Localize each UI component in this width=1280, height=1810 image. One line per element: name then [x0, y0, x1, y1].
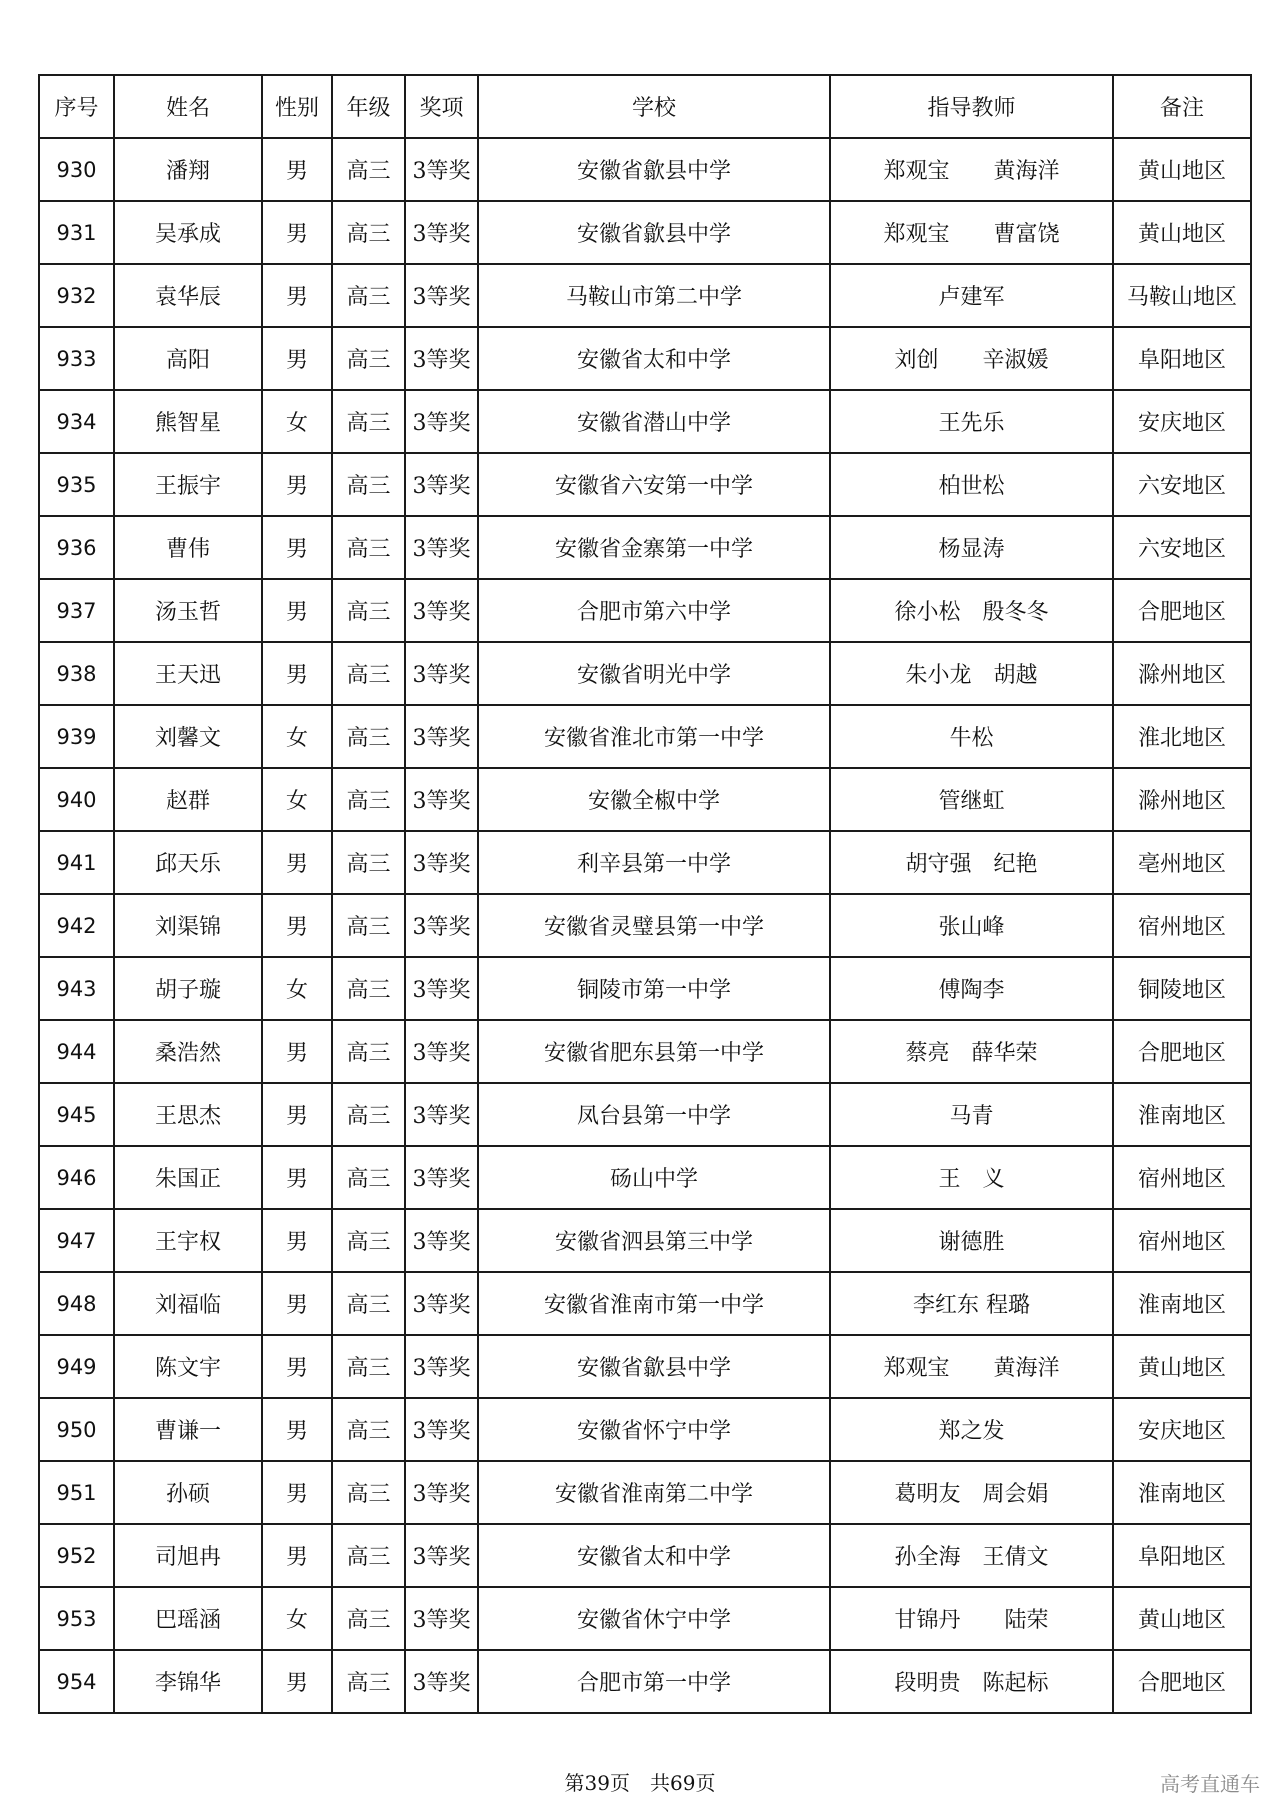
table-row: [39, 453, 1251, 516]
cell-school: 安徽省太和中学: [478, 327, 830, 390]
cell-teachers: 蔡亮 薛华荣: [830, 1020, 1113, 1083]
cell-index: 952: [39, 1524, 114, 1587]
cell-remarks: 安庆地区: [1113, 390, 1251, 453]
cell-award: 3等奖: [405, 516, 478, 579]
cell-gender: 女: [262, 1587, 332, 1650]
cell-gender: 男: [262, 1146, 332, 1209]
cell-index: 950: [39, 1398, 114, 1461]
cell-school: 安徽省歙县中学: [478, 1335, 830, 1398]
cell-name: 刘渠锦: [114, 894, 262, 957]
cell-index: 943: [39, 957, 114, 1020]
cell-teachers: 朱小龙 胡越: [830, 642, 1113, 705]
cell-name: 袁华辰: [114, 264, 262, 327]
cell-name: 王振宇: [114, 453, 262, 516]
cell-name: 刘馨文: [114, 705, 262, 768]
cell-teachers: 王 义: [830, 1146, 1113, 1209]
cell-award: 3等奖: [405, 894, 478, 957]
table-row: [39, 138, 1251, 201]
cell-remarks: 黄山地区: [1113, 138, 1251, 201]
cell-teachers: 郑观宝 黄海洋: [830, 1335, 1113, 1398]
cell-index: 949: [39, 1335, 114, 1398]
cell-award: 3等奖: [405, 201, 478, 264]
cell-award: 3等奖: [405, 1020, 478, 1083]
cell-name: 曹谦一: [114, 1398, 262, 1461]
cell-name: 吴承成: [114, 201, 262, 264]
cell-teachers: 王先乐: [830, 390, 1113, 453]
cell-name: 潘翔: [114, 138, 262, 201]
table-row: [39, 768, 1251, 831]
cell-index: 939: [39, 705, 114, 768]
cell-teachers: 胡守强 纪艳: [830, 831, 1113, 894]
cell-school: 安徽省潜山中学: [478, 390, 830, 453]
cell-remarks: 淮南地区: [1113, 1272, 1251, 1335]
table-row: [39, 831, 1251, 894]
cell-gender: 男: [262, 201, 332, 264]
table-row: [39, 1209, 1251, 1272]
cell-index: 946: [39, 1146, 114, 1209]
cell-grade: 高三: [332, 201, 405, 264]
cell-school: 安徽全椒中学: [478, 768, 830, 831]
cell-gender: 男: [262, 1398, 332, 1461]
cell-remarks: 安庆地区: [1113, 1398, 1251, 1461]
cell-remarks: 宿州地区: [1113, 894, 1251, 957]
cell-name: 巴瑶涵: [114, 1587, 262, 1650]
cell-index: 935: [39, 453, 114, 516]
table-row: [39, 390, 1251, 453]
cell-gender: 男: [262, 831, 332, 894]
cell-name: 王思杰: [114, 1083, 262, 1146]
cell-award: 3等奖: [405, 138, 478, 201]
cell-gender: 男: [262, 1020, 332, 1083]
cell-index: 942: [39, 894, 114, 957]
col-header-index: 序号: [39, 75, 114, 138]
cell-remarks: 六安地区: [1113, 453, 1251, 516]
cell-teachers: 徐小松 殷冬冬: [830, 579, 1113, 642]
cell-school: 安徽省肥东县第一中学: [478, 1020, 830, 1083]
table-row: [39, 894, 1251, 957]
cell-school: 安徽省歙县中学: [478, 138, 830, 201]
cell-grade: 高三: [332, 1272, 405, 1335]
cell-gender: 男: [262, 264, 332, 327]
col-header-award: 奖项: [405, 75, 478, 138]
cell-name: 王宇权: [114, 1209, 262, 1272]
cell-remarks: 黄山地区: [1113, 1335, 1251, 1398]
cell-teachers: 柏世松: [830, 453, 1113, 516]
cell-award: 3等奖: [405, 579, 478, 642]
table-body: [39, 138, 1251, 1713]
cell-index: 934: [39, 390, 114, 453]
cell-teachers: 段明贵 陈起标: [830, 1650, 1113, 1713]
cell-index: 932: [39, 264, 114, 327]
cell-grade: 高三: [332, 516, 405, 579]
cell-grade: 高三: [332, 390, 405, 453]
cell-gender: 男: [262, 138, 332, 201]
cell-school: 安徽省淮南市第一中学: [478, 1272, 830, 1335]
cell-school: 安徽省六安第一中学: [478, 453, 830, 516]
cell-name: 高阳: [114, 327, 262, 390]
table-row: [39, 642, 1251, 705]
cell-remarks: 阜阳地区: [1113, 327, 1251, 390]
col-header-school: 学校: [478, 75, 830, 138]
cell-index: 954: [39, 1650, 114, 1713]
cell-gender: 男: [262, 453, 332, 516]
cell-teachers: 马青: [830, 1083, 1113, 1146]
cell-index: 940: [39, 768, 114, 831]
table-row: [39, 1335, 1251, 1398]
table-row: [39, 957, 1251, 1020]
cell-award: 3等奖: [405, 1650, 478, 1713]
cell-remarks: 滁州地区: [1113, 768, 1251, 831]
cell-remarks: 亳州地区: [1113, 831, 1251, 894]
cell-remarks: 宿州地区: [1113, 1146, 1251, 1209]
cell-name: 陈文宇: [114, 1335, 262, 1398]
cell-name: 朱国正: [114, 1146, 262, 1209]
cell-award: 3等奖: [405, 264, 478, 327]
cell-remarks: 马鞍山地区: [1113, 264, 1251, 327]
cell-gender: 女: [262, 768, 332, 831]
cell-gender: 男: [262, 1650, 332, 1713]
cell-grade: 高三: [332, 1335, 405, 1398]
cell-gender: 男: [262, 642, 332, 705]
cell-teachers: 郑之发: [830, 1398, 1113, 1461]
cell-name: 李锦华: [114, 1650, 262, 1713]
cell-school: 安徽省灵璧县第一中学: [478, 894, 830, 957]
cell-award: 3等奖: [405, 1146, 478, 1209]
cell-remarks: 宿州地区: [1113, 1209, 1251, 1272]
table-row: [39, 327, 1251, 390]
table-row: [39, 201, 1251, 264]
cell-name: 曹伟: [114, 516, 262, 579]
cell-award: 3等奖: [405, 768, 478, 831]
table-row: [39, 1146, 1251, 1209]
cell-index: 933: [39, 327, 114, 390]
table-row: [39, 1272, 1251, 1335]
cell-teachers: 牛松: [830, 705, 1113, 768]
table-row: [39, 1524, 1251, 1587]
cell-gender: 男: [262, 579, 332, 642]
cell-grade: 高三: [332, 894, 405, 957]
cell-grade: 高三: [332, 138, 405, 201]
cell-remarks: 合肥地区: [1113, 1020, 1251, 1083]
cell-gender: 男: [262, 516, 332, 579]
cell-school: 安徽省歙县中学: [478, 201, 830, 264]
table-row: [39, 1083, 1251, 1146]
cell-gender: 男: [262, 1272, 332, 1335]
cell-grade: 高三: [332, 1650, 405, 1713]
cell-grade: 高三: [332, 642, 405, 705]
cell-gender: 女: [262, 957, 332, 1020]
cell-teachers: 卢建军: [830, 264, 1113, 327]
cell-name: 刘福临: [114, 1272, 262, 1335]
cell-grade: 高三: [332, 1146, 405, 1209]
cell-award: 3等奖: [405, 1209, 478, 1272]
cell-school: 安徽省太和中学: [478, 1524, 830, 1587]
cell-grade: 高三: [332, 264, 405, 327]
cell-grade: 高三: [332, 1524, 405, 1587]
col-header-name: 姓名: [114, 75, 262, 138]
cell-award: 3等奖: [405, 1461, 478, 1524]
col-header-gender: 性别: [262, 75, 332, 138]
cell-index: 936: [39, 516, 114, 579]
cell-grade: 高三: [332, 768, 405, 831]
cell-index: 951: [39, 1461, 114, 1524]
cell-grade: 高三: [332, 1398, 405, 1461]
cell-teachers: 杨显涛: [830, 516, 1113, 579]
cell-grade: 高三: [332, 705, 405, 768]
cell-grade: 高三: [332, 579, 405, 642]
col-header-grade: 年级: [332, 75, 405, 138]
cell-index: 937: [39, 579, 114, 642]
cell-index: 938: [39, 642, 114, 705]
cell-remarks: 黄山地区: [1113, 1587, 1251, 1650]
cell-school: 利辛县第一中学: [478, 831, 830, 894]
cell-award: 3等奖: [405, 1398, 478, 1461]
table-row: [39, 1587, 1251, 1650]
cell-name: 桑浩然: [114, 1020, 262, 1083]
cell-remarks: 阜阳地区: [1113, 1524, 1251, 1587]
cell-school: 合肥市第六中学: [478, 579, 830, 642]
cell-school: 马鞍山市第二中学: [478, 264, 830, 327]
cell-name: 汤玉哲: [114, 579, 262, 642]
cell-teachers: 葛明友 周会娟: [830, 1461, 1113, 1524]
cell-award: 3等奖: [405, 453, 478, 516]
cell-teachers: 孙全海 王倩文: [830, 1524, 1113, 1587]
cell-award: 3等奖: [405, 1524, 478, 1587]
cell-award: 3等奖: [405, 1083, 478, 1146]
cell-name: 孙硕: [114, 1461, 262, 1524]
cell-award: 3等奖: [405, 1272, 478, 1335]
header-row: [39, 75, 1251, 138]
cell-teachers: 郑观宝 曹富饶: [830, 201, 1113, 264]
cell-grade: 高三: [332, 1020, 405, 1083]
cell-name: 司旭冉: [114, 1524, 262, 1587]
cell-teachers: 管继虹: [830, 768, 1113, 831]
cell-index: 947: [39, 1209, 114, 1272]
table-row: [39, 1650, 1251, 1713]
cell-remarks: 淮南地区: [1113, 1461, 1251, 1524]
cell-remarks: 淮北地区: [1113, 705, 1251, 768]
page-footer: 第39页 共69页: [564, 1771, 716, 1795]
award-table: [38, 74, 1252, 1714]
cell-gender: 男: [262, 327, 332, 390]
cell-remarks: 铜陵地区: [1113, 957, 1251, 1020]
cell-grade: 高三: [332, 957, 405, 1020]
cell-grade: 高三: [332, 831, 405, 894]
cell-school: 安徽省休宁中学: [478, 1587, 830, 1650]
award-table-container: [38, 74, 1250, 1714]
cell-name: 赵群: [114, 768, 262, 831]
cell-gender: 男: [262, 1335, 332, 1398]
table-row: [39, 516, 1251, 579]
cell-name: 胡子璇: [114, 957, 262, 1020]
cell-school: 合肥市第一中学: [478, 1650, 830, 1713]
cell-school: 安徽省怀宁中学: [478, 1398, 830, 1461]
cell-school: 安徽省淮南第二中学: [478, 1461, 830, 1524]
cell-remarks: 黄山地区: [1113, 201, 1251, 264]
cell-teachers: 谢德胜: [830, 1209, 1113, 1272]
cell-award: 3等奖: [405, 1335, 478, 1398]
cell-remarks: 滁州地区: [1113, 642, 1251, 705]
cell-school: 砀山中学: [478, 1146, 830, 1209]
cell-index: 945: [39, 1083, 114, 1146]
cell-school: 安徽省泗县第三中学: [478, 1209, 830, 1272]
table-row: [39, 264, 1251, 327]
cell-index: 930: [39, 138, 114, 201]
table-row: [39, 1398, 1251, 1461]
table-row: [39, 705, 1251, 768]
cell-teachers: 刘创 辛淑媛: [830, 327, 1113, 390]
cell-teachers: 李红东 程璐: [830, 1272, 1113, 1335]
cell-grade: 高三: [332, 1461, 405, 1524]
cell-teachers: 郑观宝 黄海洋: [830, 138, 1113, 201]
table-row: [39, 1020, 1251, 1083]
table-row: [39, 579, 1251, 642]
cell-teachers: 傅陶李: [830, 957, 1113, 1020]
cell-award: 3等奖: [405, 642, 478, 705]
watermark-text: 高考直通车: [1160, 1772, 1260, 1796]
cell-grade: 高三: [332, 1209, 405, 1272]
cell-index: 948: [39, 1272, 114, 1335]
cell-school: 铜陵市第一中学: [478, 957, 830, 1020]
cell-gender: 男: [262, 1524, 332, 1587]
table-row: [39, 1461, 1251, 1524]
cell-school: 安徽省金寨第一中学: [478, 516, 830, 579]
cell-index: 931: [39, 201, 114, 264]
cell-grade: 高三: [332, 1083, 405, 1146]
cell-gender: 女: [262, 705, 332, 768]
cell-index: 944: [39, 1020, 114, 1083]
cell-grade: 高三: [332, 453, 405, 516]
col-header-remarks: 备注: [1113, 75, 1251, 138]
col-header-teachers: 指导教师: [830, 75, 1113, 138]
cell-index: 953: [39, 1587, 114, 1650]
cell-school: 安徽省淮北市第一中学: [478, 705, 830, 768]
cell-gender: 男: [262, 1209, 332, 1272]
cell-name: 王天迅: [114, 642, 262, 705]
cell-remarks: 六安地区: [1113, 516, 1251, 579]
cell-award: 3等奖: [405, 957, 478, 1020]
cell-grade: 高三: [332, 1587, 405, 1650]
cell-award: 3等奖: [405, 831, 478, 894]
cell-name: 熊智星: [114, 390, 262, 453]
cell-grade: 高三: [332, 327, 405, 390]
cell-gender: 男: [262, 1461, 332, 1524]
cell-gender: 男: [262, 1083, 332, 1146]
cell-index: 941: [39, 831, 114, 894]
cell-remarks: 淮南地区: [1113, 1083, 1251, 1146]
cell-school: 凤台县第一中学: [478, 1083, 830, 1146]
cell-gender: 男: [262, 894, 332, 957]
cell-remarks: 合肥地区: [1113, 1650, 1251, 1713]
cell-remarks: 合肥地区: [1113, 579, 1251, 642]
cell-name: 邱天乐: [114, 831, 262, 894]
cell-school: 安徽省明光中学: [478, 642, 830, 705]
cell-teachers: 张山峰: [830, 894, 1113, 957]
cell-award: 3等奖: [405, 390, 478, 453]
cell-teachers: 甘锦丹 陆荣: [830, 1587, 1113, 1650]
cell-award: 3等奖: [405, 705, 478, 768]
cell-award: 3等奖: [405, 1587, 478, 1650]
cell-gender: 女: [262, 390, 332, 453]
cell-award: 3等奖: [405, 327, 478, 390]
